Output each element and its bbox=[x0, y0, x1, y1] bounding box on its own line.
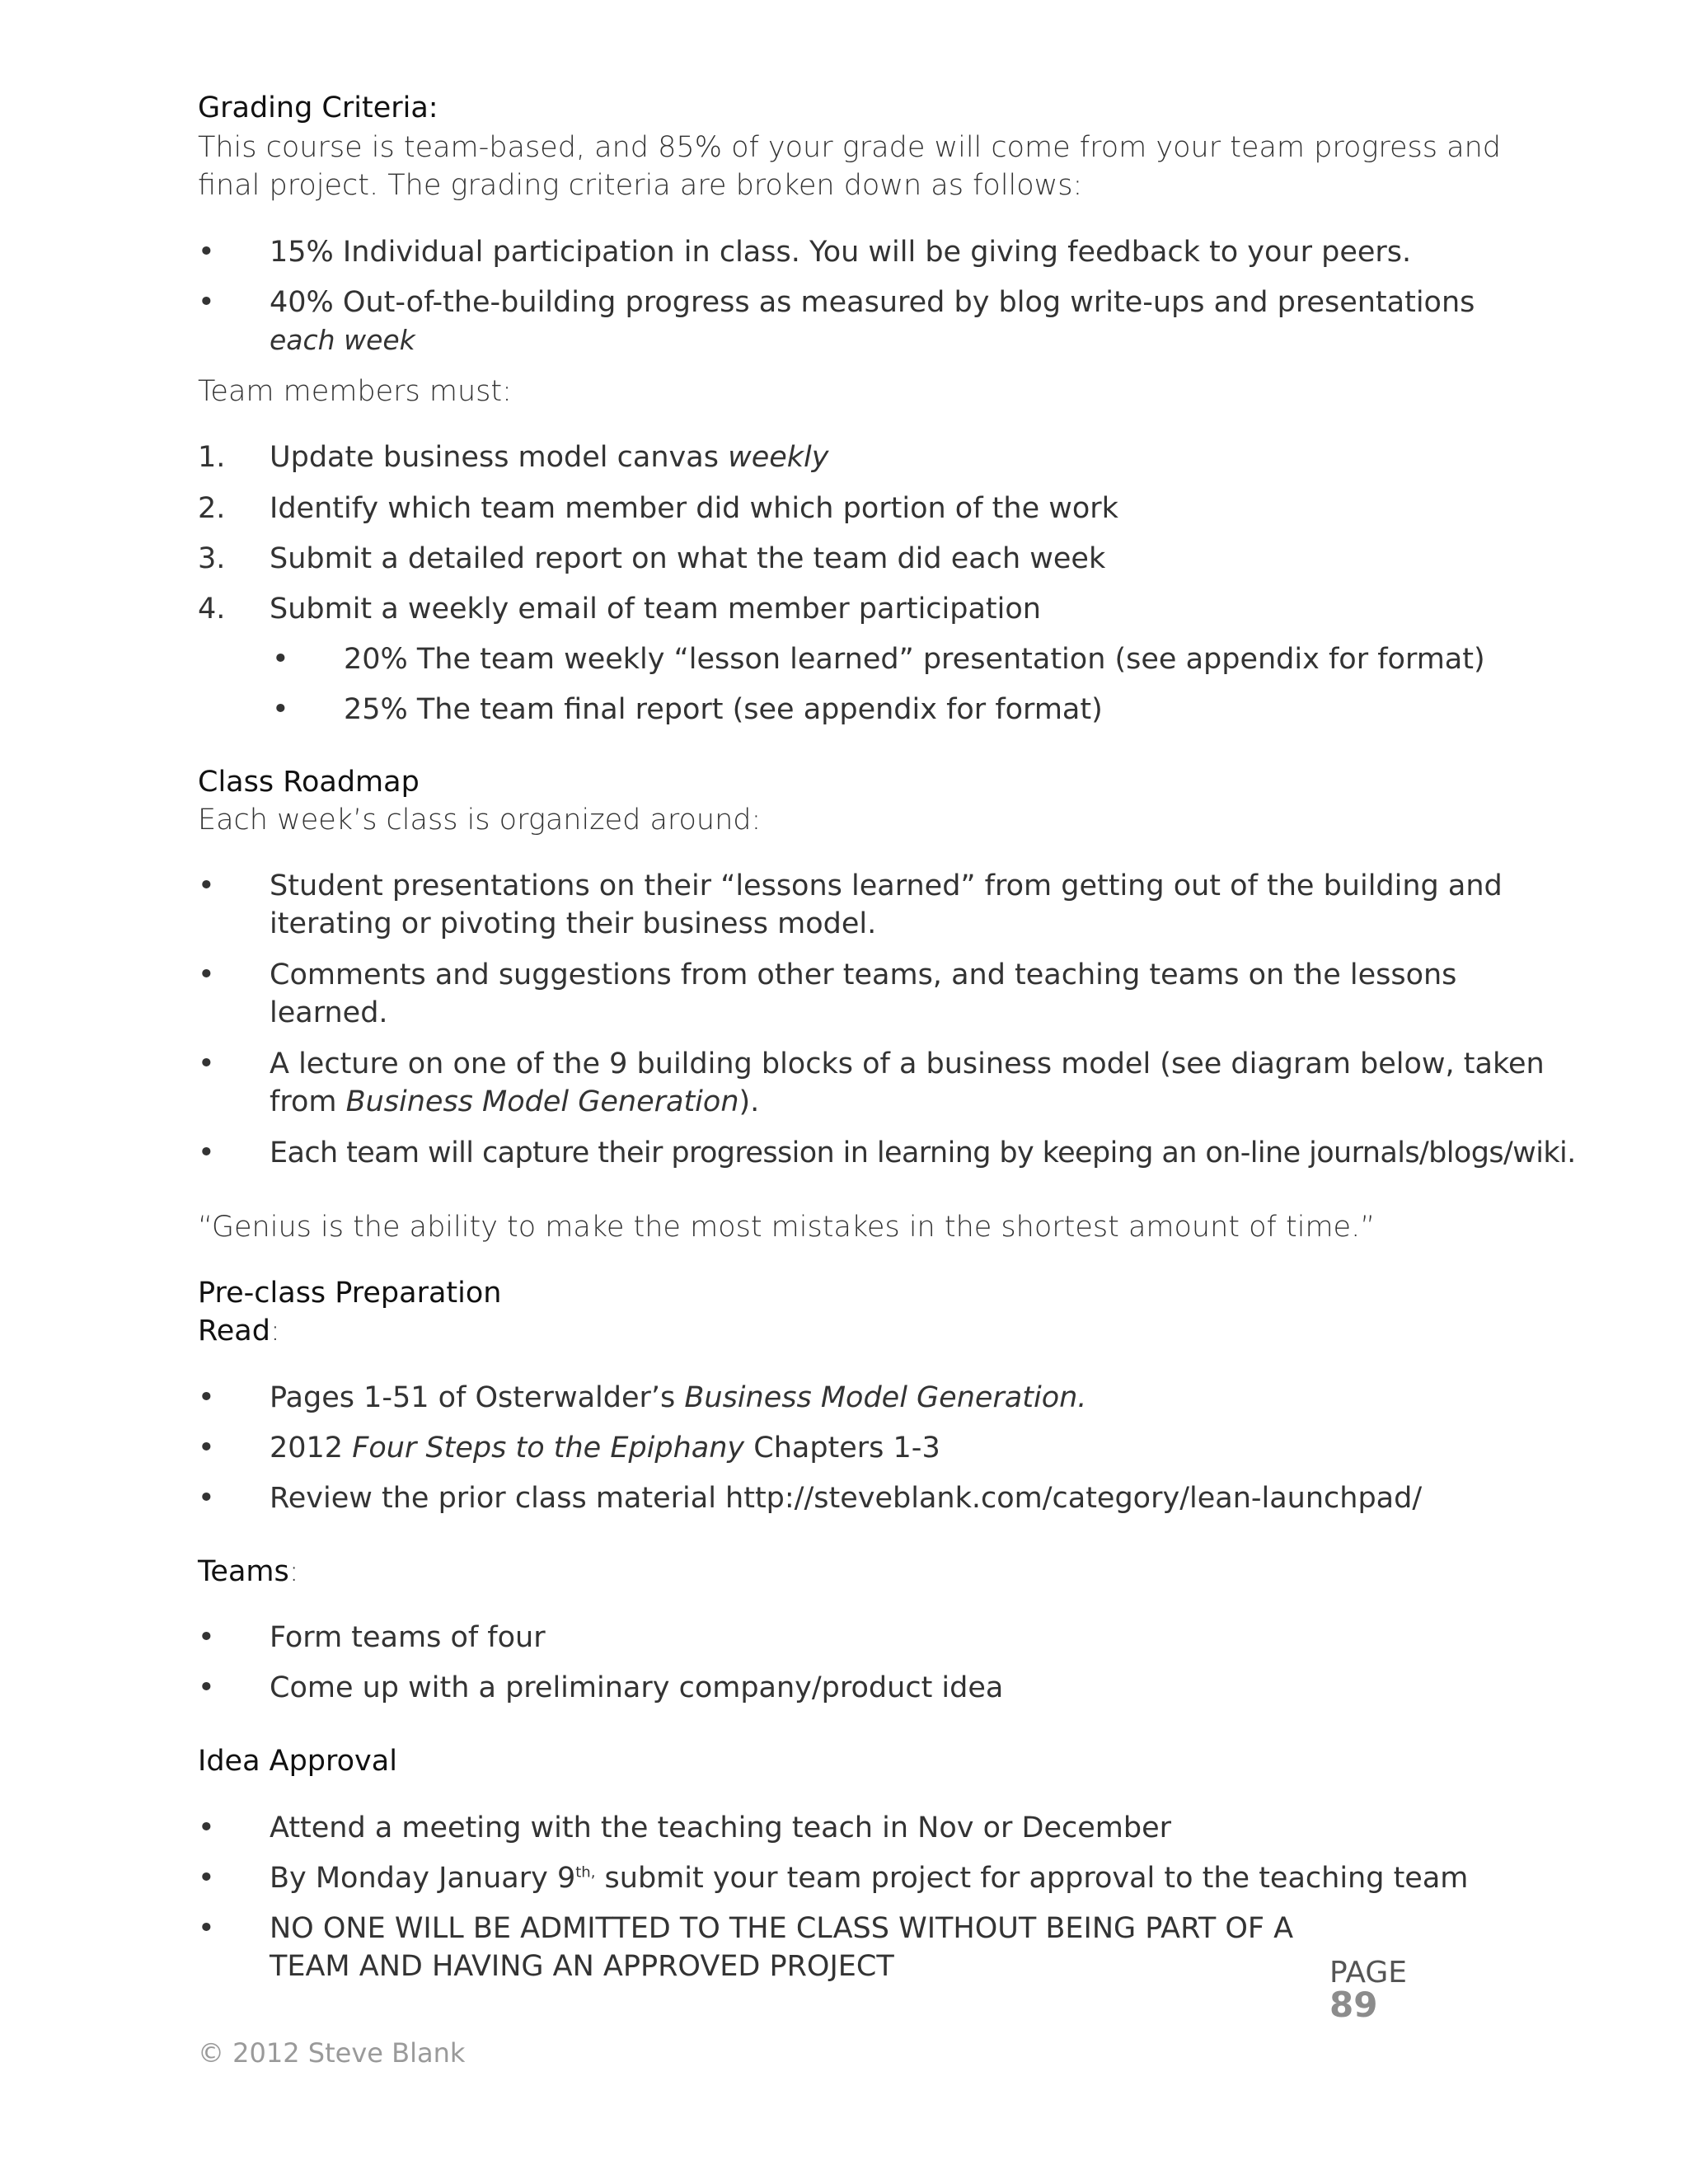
roadmap-item-2-line1: Comments and suggestions from other teams, and teaching teams on the lessons bbox=[270, 958, 1457, 991]
genius-quote: “Genius is the ability to make the most mistakes in the shortest amount of time.” bbox=[198, 1211, 1376, 1244]
approval-item-3-line2: TEAM AND HAVING AN APPROVED PROJECT bbox=[270, 1950, 894, 1983]
approval-heading: Idea Approval bbox=[198, 1745, 397, 1778]
page-number: 89 bbox=[1329, 1985, 1378, 2025]
roadmap-item-2-line2: learned. bbox=[270, 996, 388, 1029]
grading-item-progress: 40% Out-of-the-building progress as measured by blog write-ups and presentations bbox=[270, 286, 1475, 319]
roadmap-intro: Each week’s class is organized around: bbox=[198, 804, 762, 837]
bullet: • bbox=[272, 693, 289, 726]
copyright-footer: © 2012 Steve Blank bbox=[198, 2037, 466, 2069]
read-label: Read: bbox=[198, 1315, 280, 1347]
teams-item-1: Form teams of four bbox=[270, 1621, 546, 1654]
bullet: • bbox=[198, 286, 215, 319]
bullet: • bbox=[198, 1381, 215, 1414]
sub-item-final-report: 25% The team final report (see appendix for format) bbox=[344, 693, 1103, 726]
grading-intro-line1: This course is team-based, and 85% of your grade will come from your team progress and bbox=[198, 131, 1501, 164]
roadmap-item-4: Each team will capture their progression in learning by keeping an on-line journals/blogs/wiki. bbox=[270, 1137, 1576, 1169]
bullet: • bbox=[198, 1432, 215, 1465]
teams-label: Teams: bbox=[198, 1555, 299, 1588]
page-label: PAGE bbox=[1329, 1956, 1408, 1990]
roadmap-heading: Class Roadmap bbox=[198, 766, 420, 799]
numbered-item-3: Submit a detailed report on what the team did each week bbox=[270, 542, 1106, 575]
list-number: 1. bbox=[198, 441, 226, 474]
read-item-2: 2012 Four Steps to the Epiphany Chapters 1-3 bbox=[270, 1432, 940, 1465]
roadmap-item-1-line1: Student presentations on their “lessons learned” from getting out of the building and bbox=[270, 869, 1503, 902]
bullet: • bbox=[198, 1137, 215, 1169]
grading-item-progress-cont: each week bbox=[270, 324, 415, 356]
team-members-must: Team members must: bbox=[198, 375, 512, 408]
bullet: • bbox=[198, 1482, 215, 1515]
numbered-item-2: Identify which team member did which portion of the work bbox=[270, 492, 1118, 525]
list-number: 3. bbox=[198, 542, 226, 575]
grading-intro-line2: final project. The grading criteria are broken down as follows: bbox=[198, 169, 1083, 202]
preclass-heading: Pre-class Preparation bbox=[198, 1277, 502, 1310]
approval-item-1: Attend a meeting with the teaching teach in Nov or December bbox=[270, 1811, 1172, 1844]
roadmap-item-3-line1: A lecture on one of the 9 building blocks of a business model (see diagram below, taken bbox=[270, 1047, 1545, 1080]
approval-item-3-line1: NO ONE WILL BE ADMITTED TO THE CLASS WITHOUT BEING PART OF A bbox=[270, 1912, 1294, 1945]
read-item-1: Pages 1-51 of Osterwalder’s Business Model Generation. bbox=[270, 1381, 1087, 1414]
teams-item-2: Come up with a preliminary company/product idea bbox=[270, 1671, 1004, 1704]
bullet: • bbox=[198, 1047, 215, 1080]
roadmap-item-3-line2: from Business Model Generation). bbox=[270, 1085, 760, 1118]
numbered-item-4: Submit a weekly email of team member participation bbox=[270, 593, 1041, 626]
list-number: 4. bbox=[198, 593, 226, 626]
bullet: • bbox=[198, 236, 215, 269]
roadmap-item-1-line2: iterating or pivoting their business model. bbox=[270, 907, 877, 940]
bullet: • bbox=[198, 1811, 215, 1844]
bullet: • bbox=[198, 1671, 215, 1704]
grading-heading: Grading Criteria: bbox=[198, 91, 438, 124]
bullet: • bbox=[198, 869, 215, 902]
bullet: • bbox=[198, 1862, 215, 1895]
list-number: 2. bbox=[198, 492, 226, 525]
bullet: • bbox=[198, 1912, 215, 1945]
numbered-item-1: Update business model canvas weekly bbox=[270, 441, 829, 474]
bullet: • bbox=[272, 643, 289, 676]
grading-item-participation: 15% Individual participation in class. You will be giving feedback to your peers. bbox=[270, 236, 1412, 269]
approval-item-2: By Monday January $9^{th,}$ submit your team project for approval to the teaching team bbox=[270, 1862, 1469, 1895]
bullet: • bbox=[198, 958, 215, 991]
sub-item-lesson-learned: 20% The team weekly “lesson learned” presentation (see appendix for format) bbox=[344, 643, 1485, 676]
read-item-3: Review the prior class material http://steveblank.com/category/lean-launchpad/ bbox=[270, 1482, 1423, 1515]
bullet: • bbox=[198, 1621, 215, 1654]
